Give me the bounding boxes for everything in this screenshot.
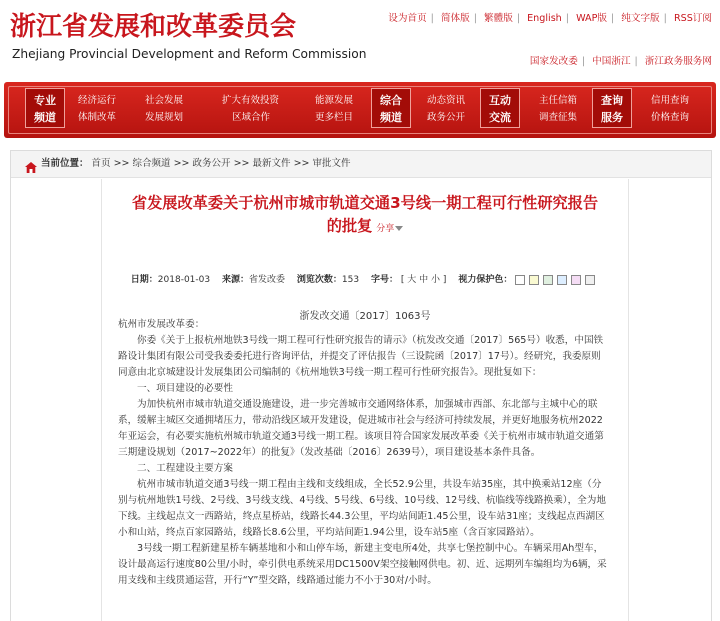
vision-color-swatch[interactable] xyxy=(585,275,595,285)
nav-group-3 xyxy=(222,92,279,126)
article-title-line1: 省发展改革委关于杭州市城市轨道交通3号线一期工程可行性研究报告 xyxy=(131,194,599,212)
article-title-line2-wrap xyxy=(102,215,628,241)
body-section-heading: 一、项目建设的必要性 xyxy=(137,383,233,394)
link-ndrc[interactable]: 国家发改委 xyxy=(529,56,578,67)
location-icon xyxy=(25,158,37,184)
site-logo-english: Zhejiang Provincial Development and Reform Commission xyxy=(12,47,367,61)
nav-item-survey[interactable]: 调查征集 xyxy=(539,112,578,123)
views-label: 浏览次数： xyxy=(296,275,342,285)
nav-group-2 xyxy=(145,92,183,126)
article-body xyxy=(118,317,610,589)
link-text-only[interactable]: 纯文字版 xyxy=(621,13,660,24)
link-zj-gov-service[interactable]: 浙江政务服务网 xyxy=(644,56,712,67)
site-logo[interactable]: 浙江省发展和改革委员会 xyxy=(10,12,297,42)
article-source: 省发改委 xyxy=(249,275,286,285)
nav-item-credit-query[interactable]: 信用查询 xyxy=(651,95,690,106)
font-size-small[interactable]: 小 xyxy=(431,275,441,285)
breadcrumb-sep: >> xyxy=(173,158,190,169)
nav-group-6 xyxy=(539,92,577,126)
nav-item-energy-development[interactable]: 能源发展 xyxy=(315,95,354,106)
breadcrumb xyxy=(11,151,711,178)
link-zhejiang[interactable]: 中国浙江 xyxy=(592,56,631,67)
breadcrumb-sep: >> xyxy=(293,158,310,169)
nav-item-expand-investment[interactable]: 扩大有效投资 xyxy=(222,95,280,106)
font-size-label: 字号： xyxy=(370,275,398,285)
breadcrumb-comprehensive[interactable]: 综合频道 xyxy=(132,158,171,169)
link-rss[interactable]: RSS订阅 xyxy=(673,13,712,24)
font-size-medium[interactable]: 中 xyxy=(419,275,429,285)
breadcrumb-label: 当前位置： xyxy=(41,158,89,169)
nav-item-economic-operation[interactable]: 经济运行 xyxy=(78,95,117,106)
nav-box-label: 专业 xyxy=(34,94,56,107)
nav-box-label: 互动 xyxy=(489,94,511,107)
body-paragraph: 3号线一期工程新建星桥车辆基地和小和山停车场，新建主变电所4处，共享七堡控制中心。车辆采用Ah型车，设计最高运行速度80公里/小时，牵引供电系统采用DC1500V架空接触网供电。初、近、远期列车编组均为6辆，采用支线和主线贯通运营，开行“Y”型交路，线路通过能力不小于30对/小时。 xyxy=(118,543,607,586)
nav-group-4 xyxy=(315,92,353,126)
nav-box-label: 交流 xyxy=(489,111,511,124)
link-simplified[interactable]: 简体版 xyxy=(440,13,470,24)
body-salutation: 杭州市发展改革委： xyxy=(118,319,205,330)
nav-query-service[interactable] xyxy=(592,88,632,128)
vision-color-label: 视力保护色： xyxy=(458,275,513,285)
nav-item-development-planning[interactable]: 发展规划 xyxy=(145,112,184,123)
share-label: 分享 xyxy=(376,224,395,234)
body-paragraph: 为加快杭州市城市轨道交通设施建设，进一步完善城市交通网络体系，加强城市西部、东北部与主城中心的联系，缓解主城区交通拥堵压力，带动沿线区域开发建设，促进城市社会与经济可持续发展，并更好地服务杭州2022年亚运会，有必要实施杭州城市轨道交通3号线一期工程。该项目符合国家发展改革委《关于杭州市城市轨道交通第三期建设规划（2017~2022年）的批复》（发改基础〔2016〕2639号），项目建设基本条件具备。 xyxy=(118,399,604,458)
link-traditional[interactable]: 繁體版 xyxy=(484,13,513,24)
article-meta xyxy=(102,272,628,285)
link-wap[interactable]: WAP版 xyxy=(576,13,607,24)
article-date: 2018-01-03 xyxy=(157,275,211,285)
nav-item-social-development[interactable]: 社会发展 xyxy=(145,95,184,106)
link-english[interactable]: English xyxy=(527,13,562,24)
vision-color-swatch[interactable] xyxy=(543,275,553,285)
vision-color-swatch[interactable] xyxy=(571,275,581,285)
nav-box-label: 综合 xyxy=(380,94,402,107)
nav-item-regional-cooperation[interactable]: 区域合作 xyxy=(232,112,271,123)
date-label: 日期： xyxy=(130,275,158,285)
article-title xyxy=(102,192,628,241)
breadcrumb-approval-docs[interactable]: 审批文件 xyxy=(312,158,351,169)
nav-professional-channel[interactable] xyxy=(25,88,65,128)
nav-box-label: 服务 xyxy=(601,111,623,124)
share-button[interactable] xyxy=(376,224,403,234)
share-dropdown-icon xyxy=(395,226,403,231)
nav-box-label: 频道 xyxy=(380,111,402,124)
nav-box-label: 频道 xyxy=(34,111,56,124)
vision-color-swatch[interactable] xyxy=(557,275,567,285)
main-nav xyxy=(4,82,716,138)
nav-item-director-mailbox[interactable]: 主任信箱 xyxy=(539,95,578,106)
article-title-line2: 的批复 xyxy=(326,217,373,235)
breadcrumb-sep: >> xyxy=(113,158,130,169)
body-paragraph: 杭州市城市轨道交通3号线一期工程由主线和支线组成，全长52.9公里，共设车站35座，其中换乘站12座（分别与杭州地铁1号线、2号线、3号线支线、4号线、5号线、6号线、10号线、12号线、杭临线等线路换乘），全为地下线。主线起点文一西路站，终点星桥站，线路长44.3公里，平均站间距1.45公里，设车站31座；支线起点西湖区小和山站，终点百家园路站，线路长8.6公里，平均站间距1.94公里，设车站5座（含百家园路站）。 xyxy=(118,479,606,538)
breadcrumb-home[interactable]: 首页 xyxy=(91,158,111,169)
nav-item-system-reform[interactable]: 体制改革 xyxy=(78,112,117,123)
nav-comprehensive-channel[interactable] xyxy=(371,88,411,128)
breadcrumb-gov-affairs[interactable]: 政务公开 xyxy=(192,158,231,169)
body-paragraph: 你委《关于上报杭州地铁3号线一期工程可行性研究报告的请示》（杭发改交通〔2017〕565号）收悉，中国铁路设计集团有限公司受我委委托进行咨询评估，并提交了评估报告（三设院函〔2017〕17号）。经研究，我委原则同意由北京城建设计发展集团公司编制的《杭州地铁3号线一期工程可行性研究报告》。现批复如下： xyxy=(118,335,604,378)
vision-color-swatch[interactable] xyxy=(515,275,525,285)
nav-interaction[interactable] xyxy=(480,88,520,128)
nav-item-news[interactable]: 动态资讯 xyxy=(427,95,466,106)
nav-box-label: 查询 xyxy=(601,94,623,107)
nav-item-price-query[interactable]: 价格查询 xyxy=(651,112,690,123)
nav-group-1 xyxy=(78,92,116,126)
link-set-homepage[interactable]: 设为首页 xyxy=(388,13,427,24)
breadcrumb-latest-docs[interactable]: 最新文件 xyxy=(252,158,291,169)
nav-group-5 xyxy=(427,92,465,126)
body-section-heading: 二、工程建设主要方案 xyxy=(137,463,233,474)
font-bracket-open: [ xyxy=(400,275,405,285)
font-bracket-close: ] xyxy=(442,275,447,285)
nav-item-government-affairs[interactable]: 政务公开 xyxy=(427,112,466,123)
nav-item-more-columns[interactable]: 更多栏目 xyxy=(315,112,354,123)
vision-color-swatch[interactable] xyxy=(529,275,539,285)
article-views: 153 xyxy=(341,275,360,285)
source-label: 来源： xyxy=(221,275,249,285)
breadcrumb-sep: >> xyxy=(233,158,250,169)
breadcrumb-trail xyxy=(41,151,351,177)
related-links: 国家发改委 | 中国浙江 | 浙江政务服务网 xyxy=(529,56,712,67)
document-number: 浙发改交通〔2017〕1063号 xyxy=(299,311,431,322)
site-header xyxy=(0,0,720,80)
nav-group-7 xyxy=(651,92,689,126)
top-links: 设为首页 | 简体版 | 繁體版 | English | WAP版 | 纯文字版 | RSS订阅 xyxy=(388,13,712,24)
font-size-large[interactable]: 大 xyxy=(407,275,417,285)
